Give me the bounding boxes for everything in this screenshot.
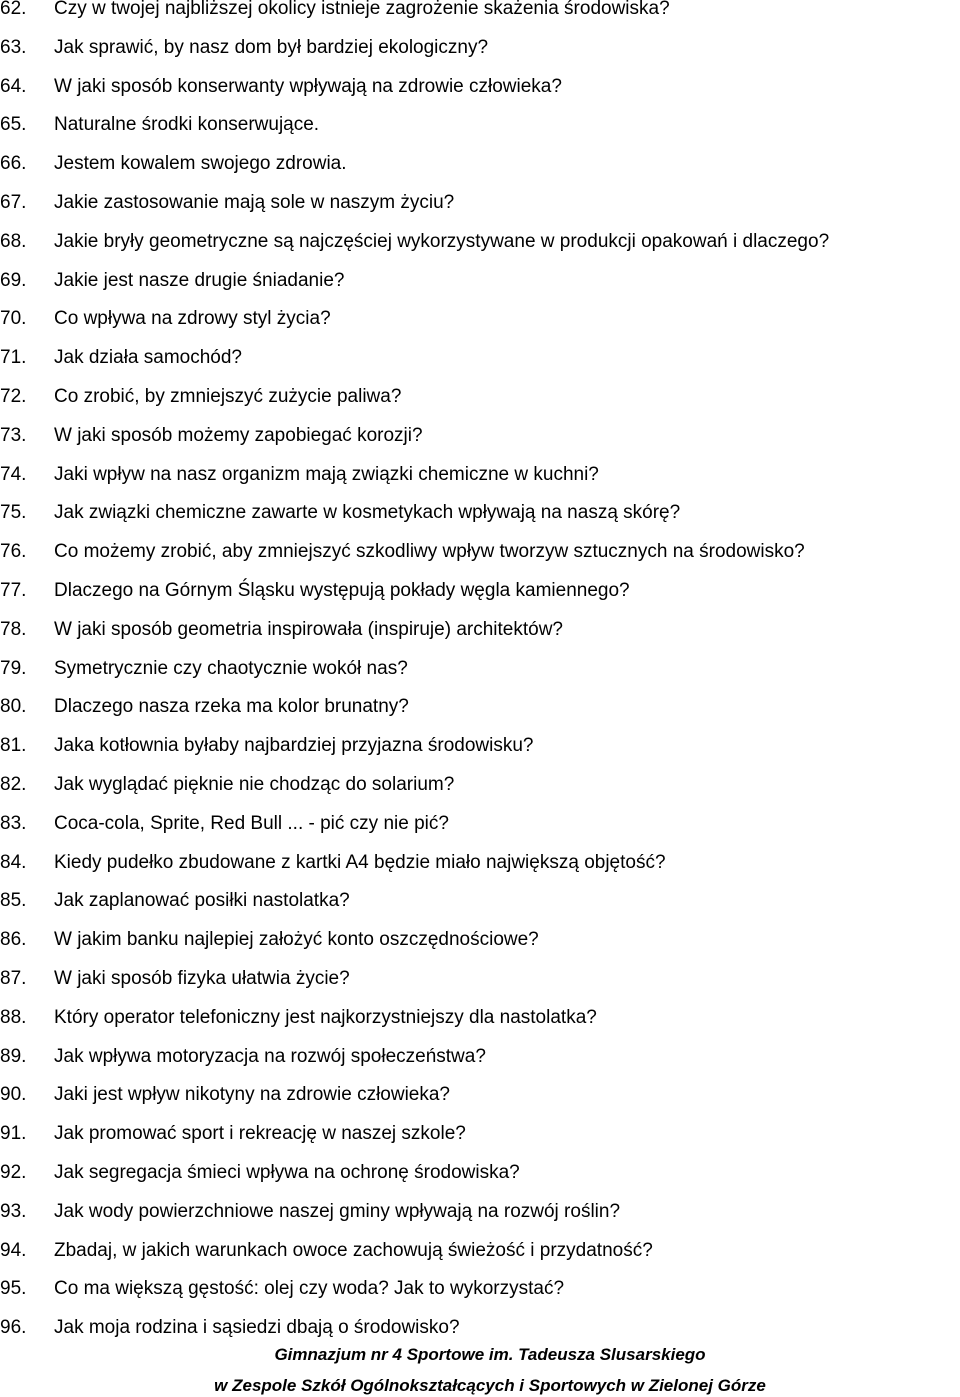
item-text: Kiedy pudełko zbudowane z kartki A4 będzie miało największą objętość? [54, 851, 666, 873]
item-number: 69. [0, 269, 27, 291]
item-text: Jak związki chemiczne zawarte w kosmetykach wpływają na naszą skórę? [54, 502, 681, 524]
item-text: Jak moja rodzina i sąsiedzi dbają o środowisko? [54, 1317, 460, 1339]
list-item [0, 1277, 960, 1316]
item-number: 91. [0, 1123, 27, 1145]
item-text: Jak segregacja śmieci wpływa na ochronę środowiska? [54, 1161, 520, 1183]
list-item [0, 695, 960, 734]
item-text: Czy w twojej najbliższej okolicy istnieje zagrożenie skażenia środowiska? [54, 0, 670, 19]
list-item [0, 773, 960, 812]
list-item [0, 113, 960, 152]
list-item [0, 1161, 960, 1200]
item-number: 95. [0, 1278, 27, 1300]
list-item [0, 1006, 960, 1045]
item-number: 67. [0, 191, 27, 213]
item-text: Co możemy zrobić, aby zmniejszyć szkodliwy wpływ tworzyw sztucznych na środowisko? [54, 541, 805, 563]
item-number: 81. [0, 735, 27, 757]
list-item [0, 967, 960, 1006]
item-text: Jak działa samochód? [54, 347, 242, 369]
item-number: 88. [0, 1006, 27, 1028]
list-item [0, 657, 960, 696]
item-text: Jak zaplanować posiłki nastolatka? [54, 890, 350, 912]
item-text: W jaki sposób możemy zapobiegać korozji? [54, 424, 423, 446]
item-number: 79. [0, 657, 27, 679]
item-number: 64. [0, 75, 27, 97]
item-number: 62. [0, 0, 27, 19]
list-item [0, 385, 960, 424]
list-item [0, 75, 960, 114]
item-number: 66. [0, 153, 27, 175]
item-number: 83. [0, 812, 27, 834]
item-number: 68. [0, 230, 27, 252]
item-text: W jakim banku najlepiej założyć konto oszczędnościowe? [54, 929, 539, 951]
list-item [0, 734, 960, 773]
item-text: Co zrobić, by zmniejszyć zużycie paliwa? [54, 385, 402, 407]
list-item [0, 540, 960, 579]
list-item [0, 36, 960, 75]
item-text: Jaka kotłownia byłaby najbardziej przyjazna środowisku? [54, 735, 534, 757]
list-item [0, 463, 960, 502]
list-item [0, 928, 960, 967]
item-number: 93. [0, 1200, 27, 1222]
item-text: Jak sprawić, by nasz dom był bardziej ekologiczny? [54, 36, 489, 58]
item-number: 70. [0, 308, 27, 330]
item-number: 73. [0, 424, 27, 446]
item-text: Coca-cola, Sprite, Red Bull ... - pić czy nie pić? [54, 812, 449, 834]
item-text: Dlaczego nasza rzeka ma kolor brunatny? [54, 696, 409, 718]
item-text: Jestem kowalem swojego zdrowia. [54, 153, 347, 175]
item-text: Jaki jest wpływ nikotyny na zdrowie człowieka? [54, 1084, 450, 1106]
item-number: 94. [0, 1239, 27, 1261]
list-item [0, 424, 960, 463]
list-item [0, 851, 960, 890]
item-number: 87. [0, 967, 27, 989]
item-number: 89. [0, 1045, 27, 1067]
item-number: 71. [0, 347, 27, 369]
list-item [0, 269, 960, 308]
list-item [0, 889, 960, 928]
list-item [0, 191, 960, 230]
list-item [0, 1122, 960, 1161]
item-text: Co ma większą gęstość: olej czy woda? Jak to wykorzystać? [54, 1278, 565, 1300]
item-text: Dlaczego na Górnym Śląsku występują pokłady węgla kamiennego? [54, 579, 630, 601]
item-text: Jakie jest nasze drugie śniadanie? [54, 269, 345, 291]
item-text: Jak promować sport i rekreację w naszej szkole? [54, 1123, 466, 1145]
item-text: Symetrycznie czy chaotycznie wokół nas? [54, 657, 408, 679]
item-number: 90. [0, 1084, 27, 1106]
list-item [0, 1045, 960, 1084]
item-text: Naturalne środki konserwujące. [54, 114, 320, 136]
item-number: 77. [0, 579, 27, 601]
item-number: 76. [0, 541, 27, 563]
item-text: Jakie zastosowanie mają sole w naszym życiu? [54, 191, 455, 213]
list-item [0, 307, 960, 346]
footer-school-name: Gimnazjum nr 4 Sportowe im. Tadeusza Slusarskiego [274, 1345, 706, 1364]
item-number: 86. [0, 929, 27, 951]
item-text: Który operator telefoniczny jest najkorzystniejszy dla nastolatka? [54, 1006, 597, 1028]
item-text: Jak wpływa motoryzacja na rozwój społeczeństwa? [54, 1045, 486, 1067]
item-number: 80. [0, 696, 27, 718]
item-text: Jak wyglądać pięknie nie chodząc do solarium? [54, 773, 455, 795]
item-number: 78. [0, 618, 27, 640]
item-number: 72. [0, 385, 27, 407]
item-text: Jak wody powierzchniowe naszej gminy wpływają na rozwój roślin? [54, 1200, 621, 1222]
item-text: W jaki sposób fizyka ułatwia życie? [54, 967, 350, 989]
item-text: Jaki wpływ na nasz organizm mają związki chemiczne w kuchni? [54, 463, 599, 485]
item-text: Zbadaj, w jakich warunkach owoce zachowują świeżość i przydatność? [54, 1239, 653, 1261]
list-item [0, 346, 960, 385]
item-number: 82. [0, 773, 27, 795]
list-item [0, 0, 960, 36]
item-number: 63. [0, 36, 27, 58]
list-item [0, 1239, 960, 1278]
list-item [0, 152, 960, 191]
list-item [0, 1083, 960, 1122]
item-number: 65. [0, 114, 27, 136]
list-item [0, 1200, 960, 1239]
item-text: Jakie bryły geometryczne są najczęściej wykorzystywane w produkcji opakowań i dlaczego? [54, 230, 830, 252]
item-text: W jaki sposób geometria inspirowała (inspiruje) architektów? [54, 618, 563, 640]
list-item [0, 579, 960, 618]
item-number: 75. [0, 502, 27, 524]
list-item [0, 501, 960, 540]
list-item [0, 618, 960, 657]
list-item [0, 812, 960, 851]
footer-school-complex: w Zespole Szkół Ogólnokształcących i Sportowych w Zielonej Górze [214, 1376, 766, 1395]
item-number: 92. [0, 1161, 27, 1183]
item-text: W jaki sposób konserwanty wpływają na zdrowie człowieka? [54, 75, 562, 97]
item-number: 74. [0, 463, 27, 485]
list-item [0, 230, 960, 269]
item-text: Co wpływa na zdrowy styl życia? [54, 308, 331, 330]
item-number: 96. [0, 1317, 27, 1339]
item-number: 85. [0, 890, 27, 912]
item-number: 84. [0, 851, 27, 873]
